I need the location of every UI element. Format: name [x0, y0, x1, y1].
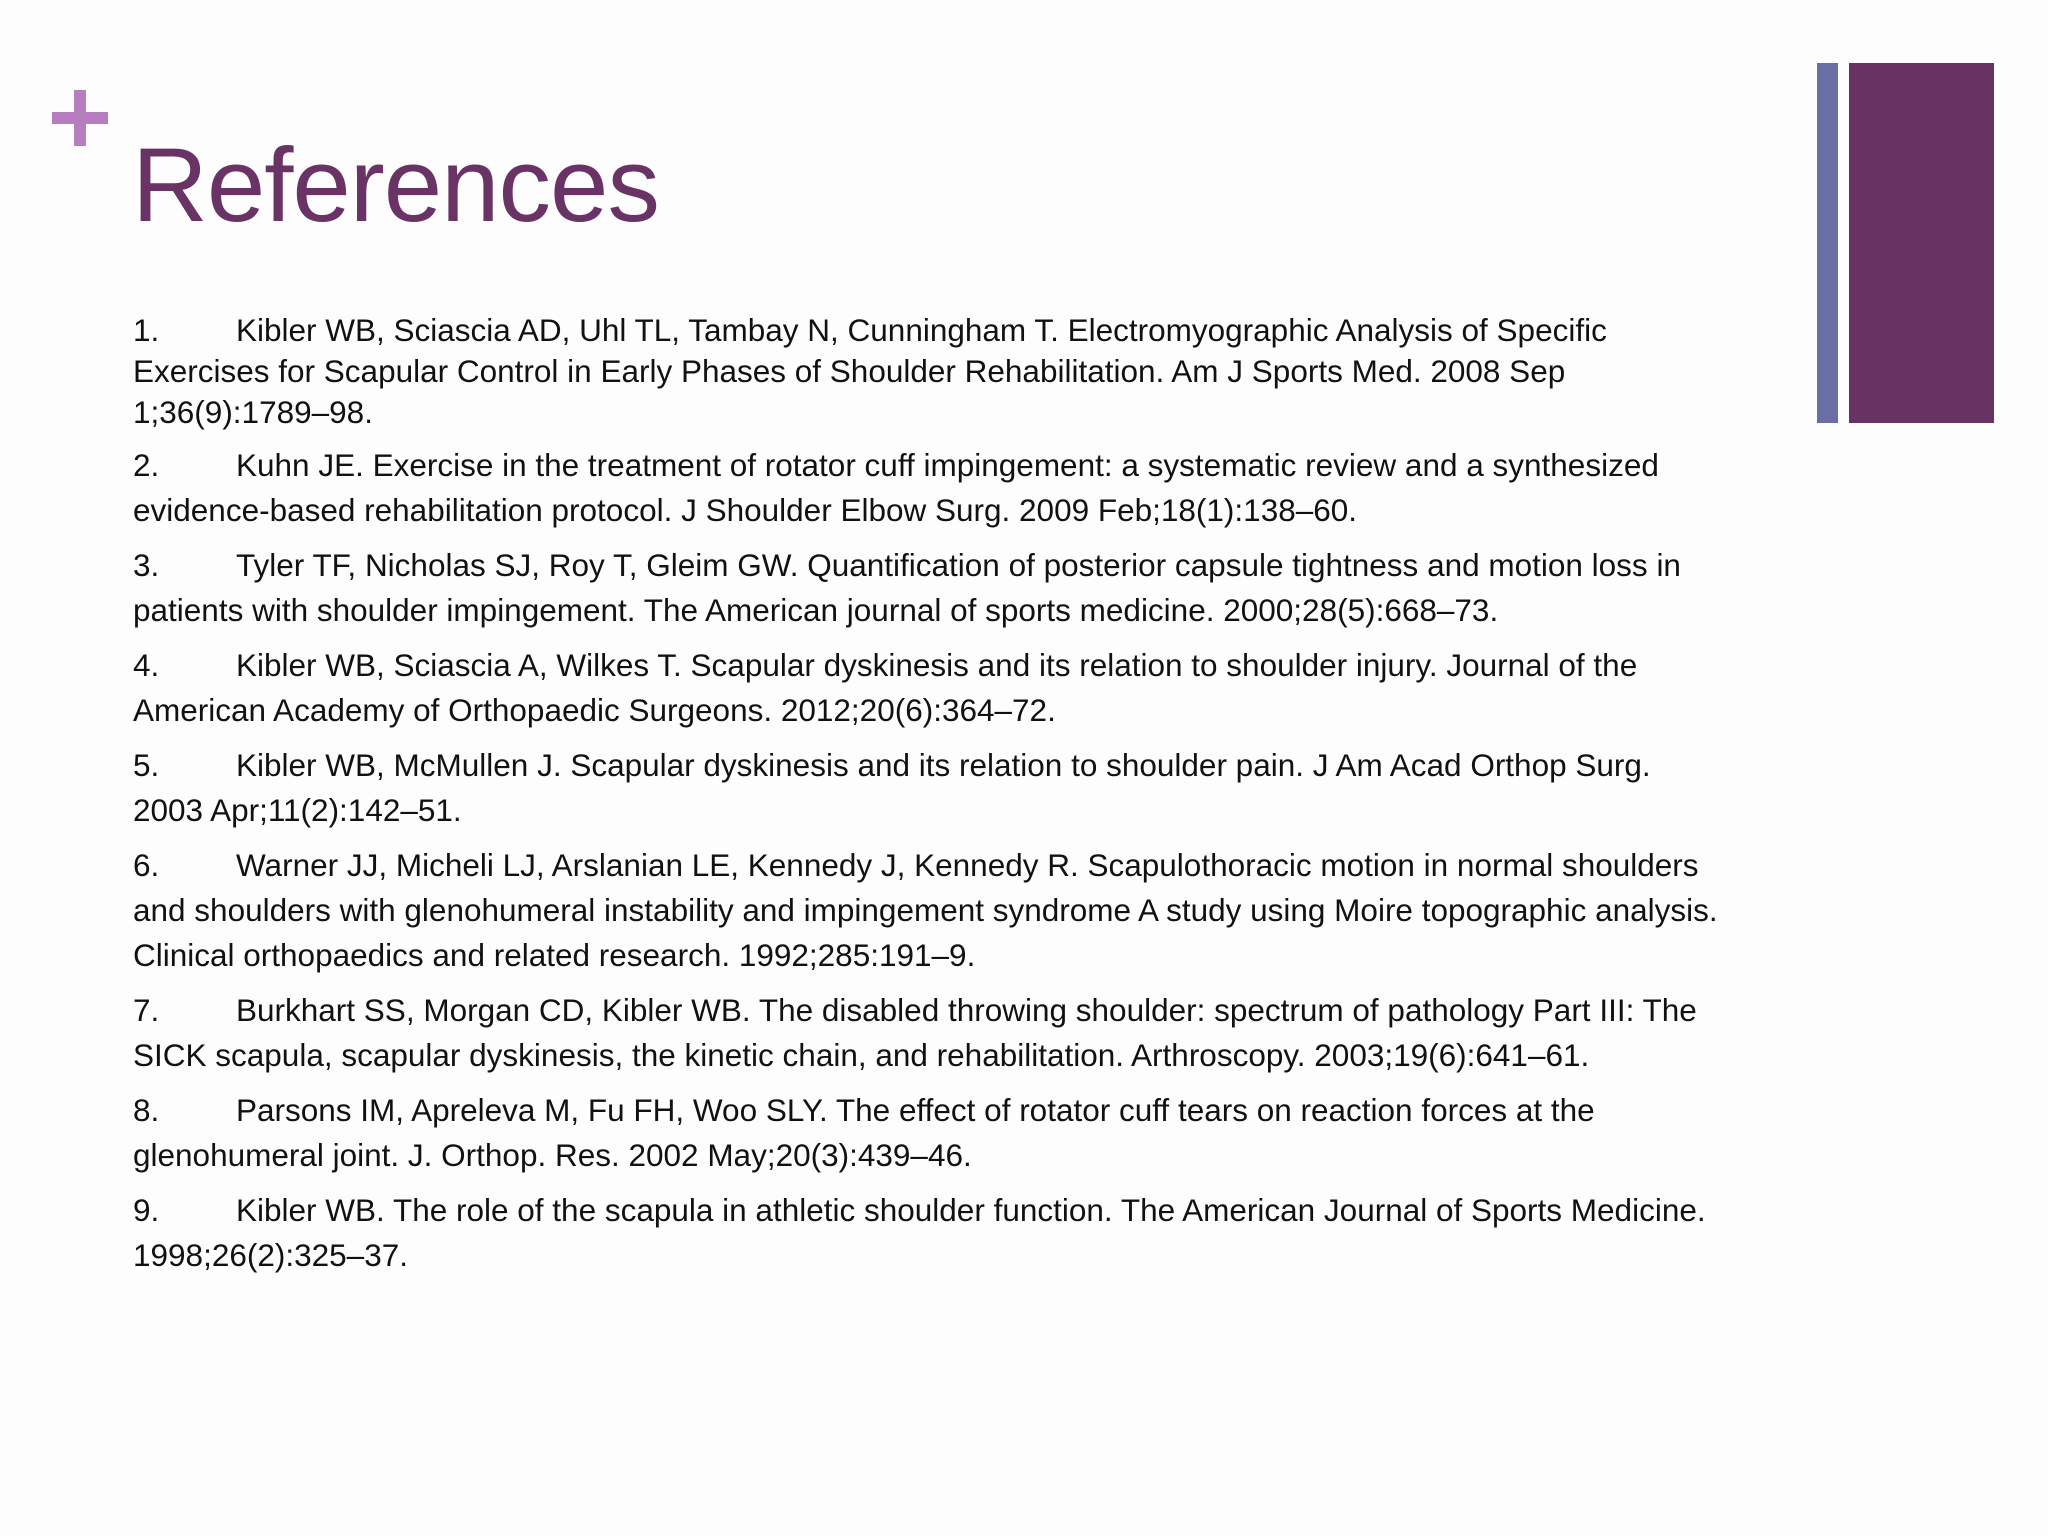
reference-number: 8. — [133, 1092, 160, 1128]
reference-number: 5. — [133, 747, 160, 783]
reference-text: Kuhn JE. Exercise in the treatment of rotator cuff impingement: a systematic review and a synthesized evidence-based rehabilitation protocol. J Shoulder Elbow Surg. 2009 Feb;18(1):138–60. — [133, 447, 1659, 528]
reference-number: 6. — [133, 847, 160, 883]
reference-number: 2. — [133, 447, 160, 483]
plus-decoration-icon — [52, 90, 108, 146]
slide-title: References — [132, 127, 659, 244]
accent-bar-thick — [1849, 63, 1994, 423]
reference-text: Tyler TF, Nicholas SJ, Roy T, Gleim GW. Quantification of posterior capsule tightness and motion loss in patients with shoulder impingement. The American journal of sports medicine. 2000;28(5):668–73. — [133, 547, 1681, 628]
references-list — [133, 310, 1723, 1288]
reference-text: Burkhart SS, Morgan CD, Kibler WB. The disabled throwing shoulder: spectrum of pathology Part III: The SICK scapula, scapular dyskinesis, the kinetic chain, and rehabilitation. Arthroscopy. 2003;19(6):641–61. — [133, 992, 1697, 1073]
accent-bar-thin — [1817, 63, 1838, 423]
reference-text: Kibler WB, Sciascia AD, Uhl TL, Tambay N, Cunningham T. Electromyographic Analysis of Specific Exercises for Scapular Control in Early Phases of Shoulder Rehabilitation. Am J Sports Med. 2008 Sep 1;36(9):1789–98. — [133, 312, 1607, 430]
reference-item-3 — [133, 543, 1723, 633]
reference-number: 7. — [133, 992, 160, 1028]
reference-item-7 — [133, 988, 1723, 1078]
reference-text: Warner JJ, Micheli LJ, Arslanian LE, Kennedy J, Kennedy R. Scapulothoracic motion in normal shoulders and shoulders with glenohumeral instability and impingement syndrome A study using Moire topographic analysis. Clinical orthopaedics and related research. 1992;285:191–9. — [133, 847, 1718, 973]
reference-text: Parsons IM, Apreleva M, Fu FH, Woo SLY. The effect of rotator cuff tears on reaction forces at the glenohumeral joint. J. Orthop. Res. 2002 May;20(3):439–46. — [133, 1092, 1595, 1173]
reference-item-2 — [133, 443, 1723, 533]
reference-item-4 — [133, 643, 1723, 733]
reference-number: 9. — [133, 1192, 160, 1228]
reference-item-5 — [133, 743, 1723, 833]
reference-item-9 — [133, 1188, 1723, 1278]
reference-item-8 — [133, 1088, 1723, 1178]
reference-item-6 — [133, 843, 1723, 978]
reference-number: 4. — [133, 647, 160, 683]
reference-number: 1. — [133, 312, 160, 348]
reference-text: Kibler WB. The role of the scapula in athletic shoulder function. The American Journal of Sports Medicine. 1998;26(2):325–37. — [133, 1192, 1706, 1273]
reference-text: Kibler WB, McMullen J. Scapular dyskinesis and its relation to shoulder pain. J Am Acad Orthop Surg. 2003 Apr;11(2):142–51. — [133, 747, 1651, 828]
reference-number: 3. — [133, 547, 160, 583]
reference-item-1 — [133, 310, 1723, 433]
reference-text: Kibler WB, Sciascia A, Wilkes T. Scapular dyskinesis and its relation to shoulder injury. Journal of the American Academy of Orthopaedic Surgeons. 2012;20(6):364–72. — [133, 647, 1638, 728]
